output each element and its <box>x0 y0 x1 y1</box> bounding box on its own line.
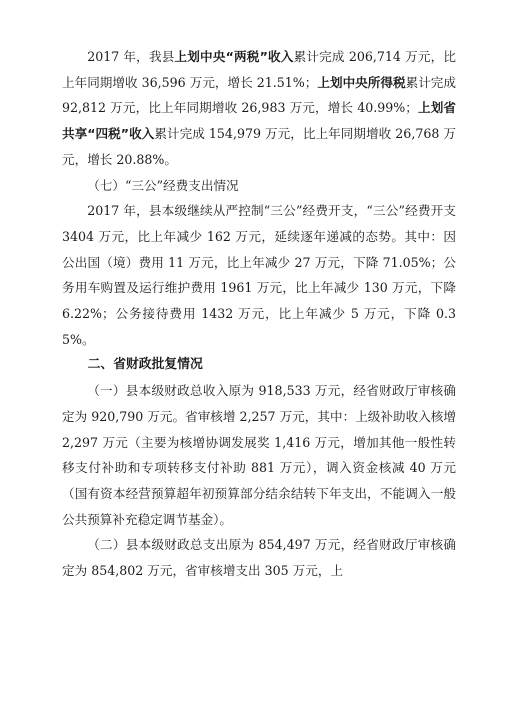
text-run: 2017 年，我县 <box>87 49 175 64</box>
bold-term-central-income-tax: 上划中央所得税 <box>317 74 406 90</box>
bold-term-central-two-taxes: 上划中央“两税”收入 <box>174 49 294 64</box>
paragraph-tax-revenue <box>62 44 456 173</box>
bold-term-provincial-four-taxes: 上划省共享“四税”收入 <box>62 100 457 142</box>
section-7-title: （七）“三公”经费支出情况 <box>87 177 239 193</box>
paragraph-expenditure-approval: （二）县本级财政总支出原为 854,497 万元，经省财政厅审核确定为 854,802 万元，省审核增支出 305 万元，上 <box>62 537 456 579</box>
section-2-heading: 二、省财政批复情况 <box>87 357 203 373</box>
paragraph-three-public-expenses: 2017 年，县本级继续从严控制“三公”经费开支，“三公”经费开支 3404 万元，比上年减少 162 万元，延续逐年递减的态势。其中：因公出国（境）费用 11 万元，比上年减少 27 万元，下降 71.05%；公务用车购置及运行维护费用 1961 万元，比上年减少 130 万元，下降 6.22%；公务接待费用 1432 万元，比上年减少 5 万元，下降 0.35%。 <box>62 203 456 347</box>
text-run: 累计完成 154,979 万元，比上年同期增收 26,768 万元，增长 20.88%。 <box>62 126 456 167</box>
text-run: 累计完成 92,812 万元，比上年同期增收 26,983 万元，增长 40.99%； <box>62 74 456 116</box>
paragraph-revenue-approval: （一）县本级财政总收入原为 918,533 万元，经省财政厅审核确定为 920,790 万元。省审核增 2,257 万元，其中：上级补助收入核增 2,297 万元（主要为核增协调发展奖 1,416 万元，增加其他一般性转移支付补助和专项转移支付补助 881 万元），调入资金核减 40 万元（国有资本经营预算超年初预算部分结余结转下年支出，不能调入一般公共预算补充稳定调节基金）。 <box>62 383 456 527</box>
text-run: 累计完成 206,714 万元，比上年同期增收 36,596 万元，增长 21.51%； <box>62 49 456 90</box>
